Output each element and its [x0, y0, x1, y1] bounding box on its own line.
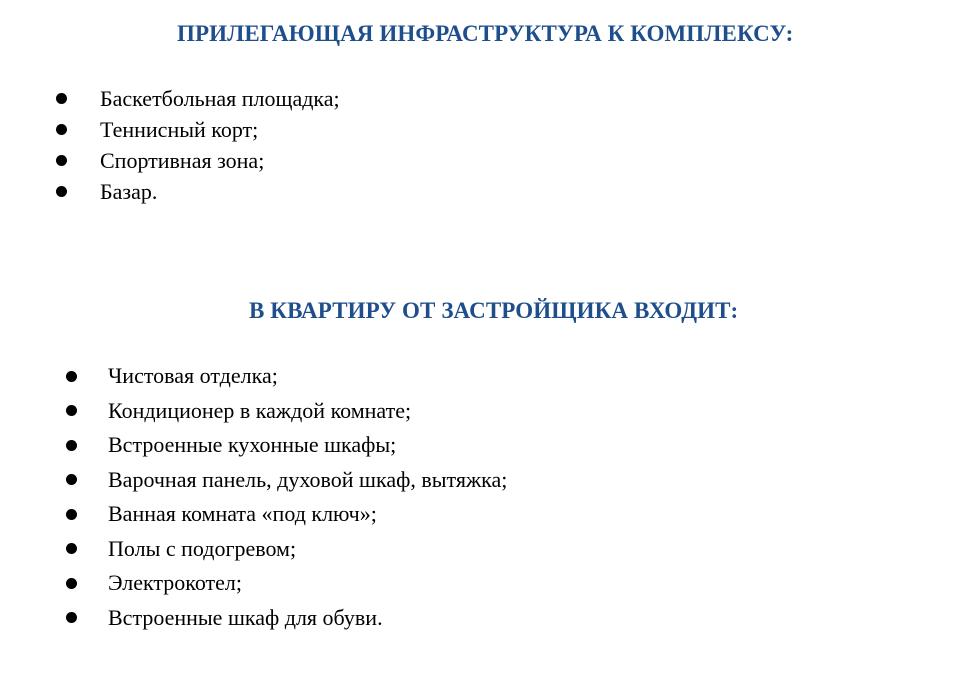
bullet-icon [66, 543, 77, 554]
list-item [66, 601, 507, 636]
list-item-text: Электрокотел; [108, 570, 243, 596]
bullet-icon [66, 405, 77, 416]
bullet-icon [66, 578, 77, 589]
bullet-icon [66, 371, 77, 382]
bullet-icon [66, 440, 77, 451]
list-item-text: Базар. [100, 178, 158, 204]
list-item [66, 428, 507, 463]
list-item [56, 176, 340, 207]
list-item [56, 114, 340, 145]
bullet-icon [66, 474, 77, 485]
apartment-includes-heading: В КВАРТИРУ ОТ ЗАСТРОЙЩИКА ВХОДИТ: [249, 298, 739, 323]
list-item [66, 359, 507, 394]
apartment-includes-list [66, 359, 507, 635]
list-item [66, 532, 507, 567]
bullet-icon [56, 124, 67, 135]
list-item-text: Спортивная зона; [100, 147, 265, 173]
list-item [66, 566, 507, 601]
bullet-icon [56, 186, 67, 197]
list-item-text: Чистовая отделка; [108, 363, 278, 389]
list-item [66, 463, 507, 498]
list-item [66, 497, 507, 532]
list-item [66, 394, 507, 429]
bullet-icon [56, 155, 67, 166]
list-item [56, 145, 340, 176]
list-item-text: Ванная комната «под ключ»; [108, 501, 377, 527]
infrastructure-heading: ПРИЛЕГАЮЩАЯ ИНФРАСТРУКТУРА К КОМПЛЕКСУ: [177, 21, 794, 46]
bullet-icon [56, 93, 67, 104]
list-item-text: Кондиционер в каждой комнате; [108, 397, 412, 423]
list-item-text: Встроенные шкаф для обуви. [108, 604, 383, 630]
list-item-text: Встроенные кухонные шкафы; [108, 432, 397, 458]
bullet-icon [66, 509, 77, 520]
bullet-icon [66, 612, 77, 623]
list-item-text: Теннисный корт; [100, 116, 259, 142]
list-item [56, 83, 340, 114]
list-item-text: Варочная панель, духовой шкаф, вытяжка; [108, 466, 508, 492]
list-item-text: Полы с подогревом; [108, 535, 297, 561]
list-item-text: Баскетбольная площадка; [100, 85, 340, 111]
infrastructure-list [56, 83, 340, 207]
